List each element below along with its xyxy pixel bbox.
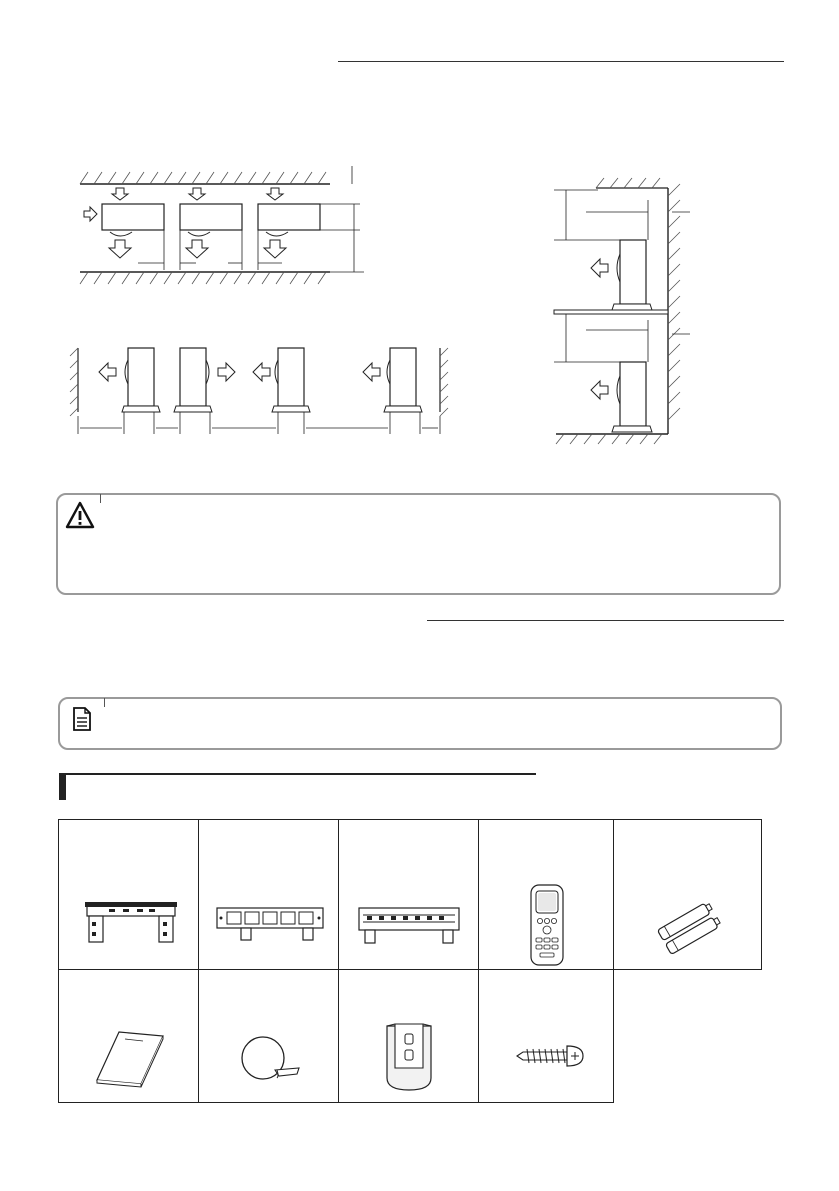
accessory-cell-7 — [198, 969, 339, 1103]
remote-control-icon — [529, 883, 565, 967]
section-marker — [59, 773, 66, 800]
installation-plate-icon — [357, 904, 461, 946]
remote-holder-icon — [381, 1020, 437, 1092]
section-heading-rule — [66, 773, 536, 775]
caution-box-divider — [100, 494, 101, 503]
heading-rule-middle — [427, 620, 784, 621]
clearance-diagram-top-view — [60, 160, 380, 290]
drain-cap-icon — [239, 1034, 305, 1082]
screw-icon — [513, 1040, 585, 1072]
note-document-icon — [72, 707, 92, 731]
accessory-cell-8 — [338, 969, 479, 1103]
note-box — [58, 697, 782, 750]
accessory-cell-1 — [58, 819, 199, 970]
accessory-cell-4 — [478, 819, 614, 970]
user-manual-icon — [95, 1030, 167, 1088]
note-box-divider — [104, 698, 105, 707]
accessory-cell-2 — [198, 819, 339, 970]
clearance-diagram-side-row — [60, 340, 460, 440]
batteries-icon — [654, 902, 724, 952]
clearance-diagram-stacked — [548, 172, 698, 444]
heading-rule-top — [338, 61, 784, 62]
caution-box — [56, 493, 781, 595]
warning-triangle-icon — [65, 501, 95, 529]
accessory-cell-9 — [478, 969, 614, 1103]
accessory-cell-6 — [58, 969, 199, 1103]
mounting-bracket-icon — [83, 900, 179, 946]
accessory-cell-5 — [613, 819, 762, 970]
accessory-cell-3 — [338, 819, 479, 970]
mounting-plate-icon — [215, 904, 325, 942]
